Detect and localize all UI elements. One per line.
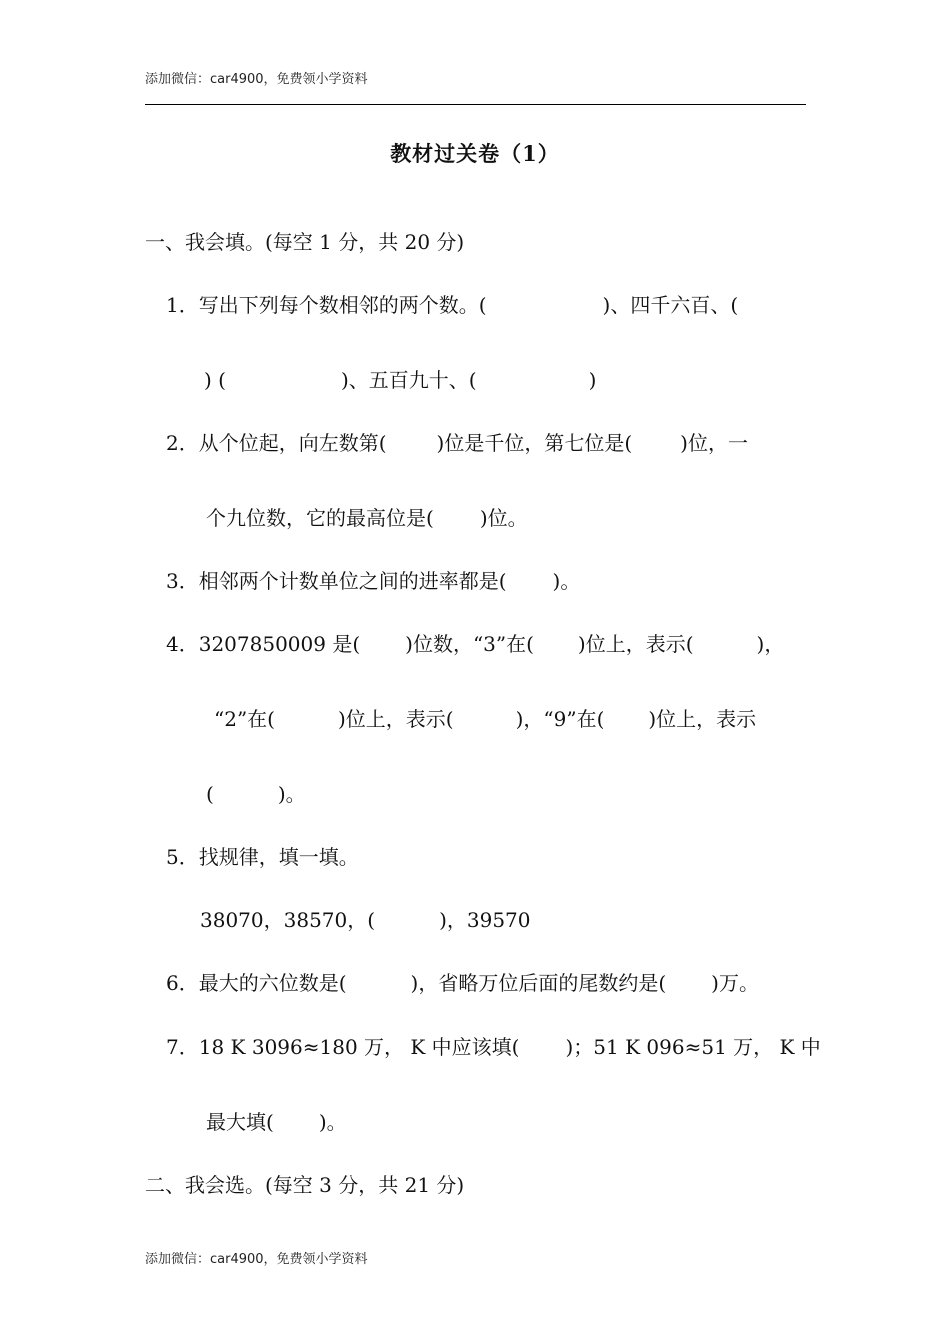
question-3: 3．相邻两个计数单位之间的进率都是( )。 [166, 569, 581, 593]
question-7-number: 7． [166, 1035, 199, 1059]
section2-heading: 二、我会选。(每空 3 分，共 21 分) [145, 1173, 465, 1197]
question-4-line-3: ( )。 [206, 782, 306, 806]
question-4-line-1: 4．3207850009 是( )位数，“3”在( )位上，表示( )， [166, 632, 785, 656]
header-watermark: 添加微信：car4900，免费领小学资料 [145, 72, 368, 87]
page-title: 教材过关卷（1） [390, 141, 560, 166]
question-5: 5．找规律，填一填。 [166, 845, 359, 869]
question-2-line-2: 个九位数，它的最高位是( )位。 [206, 506, 528, 530]
question-6-number: 6． [166, 971, 199, 995]
header-divider [145, 104, 806, 105]
footer-watermark: 添加微信：car4900，免费领小学资料 [145, 1252, 368, 1267]
question-7-line-1: 7．18 K 3096≈180 万， K 中应该填( )；51 K 096≈51 万， K 中 [166, 1035, 821, 1059]
section1-heading: 一、我会填。(每空 1 分，共 20 分) [145, 230, 465, 254]
question-3-number: 3． [166, 569, 199, 593]
question-5-number: 5． [166, 845, 199, 869]
question-1-number: 1． [166, 293, 199, 317]
question-5-sequence: 38070，38570，( )，39570 [200, 908, 531, 932]
question-2-number: 2． [166, 431, 199, 455]
question-4-line-2: “2”在( )位上，表示( )，“9”在( )位上，表示 [214, 707, 757, 731]
question-4-number: 4． [166, 632, 199, 656]
question-1-line-2: ) ( )、五百九十、( ) [204, 368, 597, 392]
question-1-line-1: 1．写出下列每个数相邻的两个数。( )、四千六百、( [166, 293, 739, 317]
question-2-line-1: 2．从个位起，向左数第( )位是千位，第七位是( )位，一 [166, 431, 748, 455]
question-7-line-2: 最大填( )。 [206, 1110, 347, 1134]
question-6: 6．最大的六位数是( )，省略万位后面的尾数约是( )万。 [166, 971, 759, 995]
